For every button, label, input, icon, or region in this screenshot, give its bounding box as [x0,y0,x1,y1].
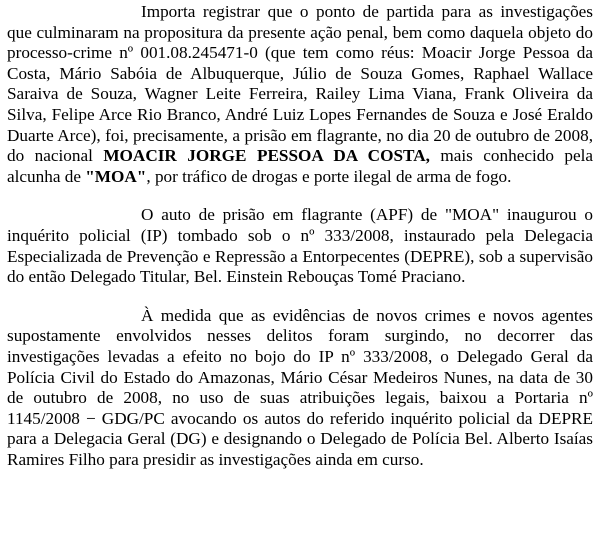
paragraph-1-text-1: Importa registrar que o ponto de partida para as investigações que culminaram na propositura da presente ação penal, bem como daquela objeto do processo-crime nº 001.08.245471-0 (que tem como réus: Moacir Jorge Pessoa da Costa, Mário Sabóia de Albuquerque, Júlio de Souza Gomes, Raphael Wallace Saraiva de Souza, Wagner Leite Ferreira, Railey Lima Viana, Frank Oliveira da Silva, Felipe Arce Rio Branco, André Luiz Lopes Fernandes de Souza e José Eraldo Duarte Arce), foi, precisamente, a prisão em flagrante, no dia 20 de outubro de 2008, do nacional [7,2,593,166]
paragraph-3 [7,306,593,471]
paragraph-1-text-3: , por tráfico de drogas e porte ilegal de arma de fogo. [146,166,512,186]
paragraph-1-bold-name: MOACIR JORGE PESSOA DA COSTA, [103,146,430,166]
paragraph-1-bold-alias: "MOA" [85,166,147,186]
paragraph-3-text-1: À medida que as evidências de novos crimes e novos agentes supostamente envolvidos nesses delitos foram surgindo, no decorrer das investigações levadas a efeito no bojo do IP nº 333/2008, o Delegado Geral da Polícia Civil do Estado do Amazonas, Mário César Medeiros Nunes, na data de 30 de outubro de 2008, no uso de suas atribuições legais, baixou a Portaria nº 1145/2008 − GDG/PC avocando os autos do referido inquérito policial da DEPRE para a Delegacia Geral (DG) e designando o Delegado de Polícia Bel. Alberto Isaías Ramires Filho para presidir as investigações ainda em curso. [7,305,593,469]
paragraph-1 [7,2,593,187]
paragraph-1-text-2: mais conhecido pela alcunha de [7,146,594,186]
paragraph-2 [7,205,593,287]
paragraph-2-text-1: O auto de prisão em flagrante (APF) de "MOA" inaugurou o inquérito policial (IP) tombado sob o nº 333/2008, instaurado pela Delegacia Especializada de Prevenção e Repressão a Entorpecentes (DEPRE), sob a supervisão do então Delegado Titular, Bel. Einstein Rebouças Tomé Praciano. [7,205,593,287]
